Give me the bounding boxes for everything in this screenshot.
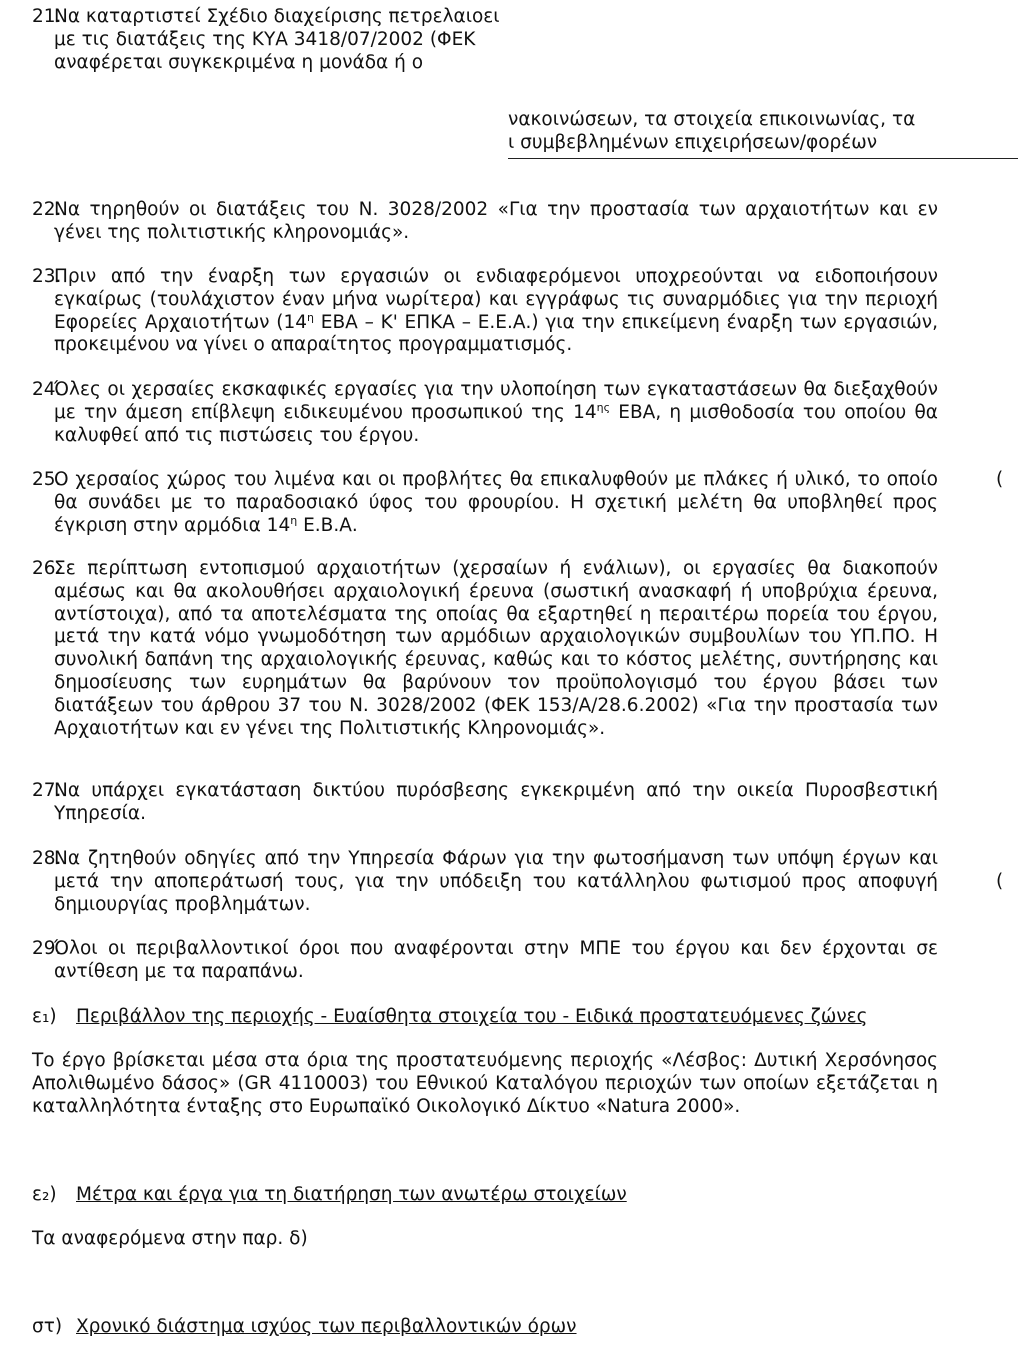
reference-paragraph: Τα αναφερόμενα στην παρ. δ) — [32, 1228, 308, 1249]
item-number: 21. — [32, 6, 62, 27]
item-21-line-3: αναφέρεται συγκεκριμένα η μονάδα ή ο — [54, 51, 424, 73]
item-25-text: Ο χερσαίος χώρος του λιμένα και οι προβλήτες θα επικαλυφθούν με πλάκες ή υλικό, το οποίο θα συνάδει με το παραδοσιακό ύφος του φρουρίου. Η σχετική μελέτη θα υποβληθεί προς έγκριση στην αρμόδια $14^\eta$ Ε.Β.Α. — [54, 469, 938, 536]
section-title: Μέτρα και έργα για τη διατήρηση των ανωτέρω στοιχείων — [76, 1184, 627, 1205]
item-number: 24. — [32, 379, 62, 400]
item-24-text: Όλες οι χερσαίες εκσκαφικές εργασίες για την υλοποίηση των εγκαταστάσεων θα διεξαχθούν με την άμεση επίβλεψη ειδικευμένου προσωπικού της $14^{\eta\varsigma}$ ΕΒΑ, η μισθοδοσία του οποίου θα καλυφθεί από τις πιστώσεις του έργου. — [54, 379, 938, 446]
margin-mark: ( — [996, 469, 1004, 490]
item-number: 22. — [32, 199, 62, 220]
item-26-text: Σε περίπτωση εντοπισμού αρχαιοτήτων (χερσαίων ή ενάλιων), οι εργασίες θα διακοπούν αμέσως και θα ακολουθήσει αρχαιολογική έρευνα (σωστική ανασκαφή ή υποβρύχια έρευνα, αντίστοιχα), από τα αποτελέσματα της οποίας θα εξαρτηθεί η περαιτέρω πορεία του έργου, μετά την κατά νόμο γνωμοδότηση των αρμόδιων αρχαιολογικών συμβουλίων του ΥΠ.ΠΟ. Η συνολική δαπάνη της αρχαιολογικής έρευνας, καθώς και το κόστος μελέτης, συντήρησης και δημοσίευσης των ευρημάτων θα βαρύνουν τον προϋπολογισμό του έργου βάσει των διατάξεων του άρθρου 37 του Ν. 3028/2002 (ΦΕΚ 153/Α/28.6.2002) «Για την προστασία των Αρχαιοτήτων και εν γένει της Πολιτιστικής Κληρονομιάς». — [54, 558, 938, 739]
underline-rule — [508, 158, 1018, 159]
section-label: ε₂) — [32, 1184, 57, 1205]
natura-paragraph: Το έργο βρίσκεται μέσα στα όρια της προστατευόμενης περιοχής «Λέσβος: Δυτική Χερσόνησος Απολιθωμένο δάσος» (GR 4110003) του Εθνικού Καταλόγου περιοχών των οποίων εξετάζεται η καταλληλότητα ένταξης στο Ευρωπαϊκό Οικολογικό Δίκτυο «Natura 2000». — [32, 1050, 938, 1117]
item-number: 29. — [32, 938, 62, 959]
section-e2-heading — [32, 1184, 627, 1207]
item-29-text: Όλοι οι περιβαλλοντικοί όροι που αναφέρονται στην ΜΠΕ του έργου και δεν έρχονται σε αντίθεση με τα παραπάνω. — [54, 938, 938, 982]
item-number: 23. — [32, 266, 62, 287]
item-number: 27. — [32, 780, 62, 801]
item-21 — [32, 6, 938, 74]
item-22 — [32, 199, 938, 245]
item-28 — [32, 848, 938, 916]
item-23 — [32, 266, 938, 357]
item-29 — [32, 938, 938, 984]
section-e1-heading — [32, 1006, 868, 1029]
item-21-line-2: με τις διατάξεις της ΚΥΑ 3418/07/2002 (ΦΕΚ — [54, 28, 476, 50]
section-label: στ) — [32, 1316, 63, 1337]
item-22-text: Να τηρηθούν οι διατάξεις του Ν. 3028/2002 «Για την προστασία των αρχαιοτήτων και εν γένει της πολιτιστικής κληρονομιάς». — [54, 199, 938, 243]
item-21-fragment-2: ι συμβεβλημένων επιχειρήσεων/φορέων — [508, 132, 878, 153]
item-23-text: Πριν από την έναρξη των εργασιών οι ενδιαφερόμενοι υποχρεούνται να ειδοποιήσουν εγκαίρως (τουλάχιστον έναν μήνα νωρίτερα) και εγγράφως τις συναρμόδιες για την περιοχή Εφορείες Αρχαιοτήτων ($14^\eta$ ΕΒΑ – Κ' ΕΠΚΑ – Ε.Ε.Α.) για την επικείμενη έναρξη των εργασιών, προκειμένου να γίνει ο απαραίτητος προγραμματισμός. — [54, 266, 938, 356]
item-21-fragment-1: νακοινώσεων, τα στοιχεία επικοινωνίας, τα — [508, 109, 916, 130]
margin-mark: ( — [996, 871, 1004, 892]
item-24 — [32, 379, 938, 447]
item-number: 25. — [32, 469, 62, 490]
item-28-text: Να ζητηθούν οδηγίες από την Υπηρεσία Φάρων για την φωτοσήμανση των υπόψη έργων και μετά την αποπεράτωσή τους, για την υπόδειξη του κατάλληλου φωτισμού προς αποφυγή δημιουργίας προβλημάτων. — [54, 848, 938, 915]
section-st-heading — [32, 1316, 577, 1339]
item-27-text: Να υπάρχει εγκατάσταση δικτύου πυρόσβεσης εγκεκριμένη από την οικεία Πυροσβεστική Υπηρεσία. — [54, 780, 938, 824]
section-title: Περιβάλλον της περιοχής - Ευαίσθητα στοιχεία του - Ειδικά προστατευόμενες ζώνες — [76, 1006, 868, 1027]
item-number: 28. — [32, 848, 62, 869]
item-number: 26. — [32, 558, 62, 579]
item-21-line-1: Να καταρτιστεί Σχέδιο διαχείρισης πετρελαιοει — [54, 6, 500, 27]
item-26 — [32, 558, 938, 740]
section-title: Χρονικό διάστημα ισχύος των περιβαλλοντικών όρων — [76, 1316, 577, 1337]
item-27 — [32, 780, 938, 826]
section-label: ε₁) — [32, 1006, 57, 1027]
item-25 — [32, 469, 938, 537]
